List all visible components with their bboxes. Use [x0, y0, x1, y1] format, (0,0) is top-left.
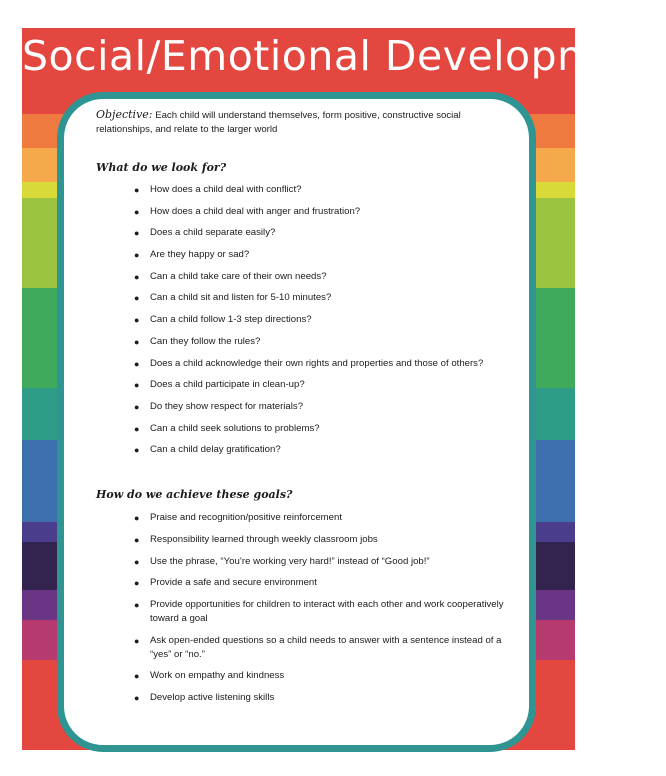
bullet-icon: ●	[134, 423, 140, 434]
list-item: ● Can a child delay gratification?	[134, 444, 281, 456]
bullet-icon: ●	[134, 185, 140, 195]
list-item: ● Work on empathy and kindness	[134, 670, 285, 682]
bullet-icon: ●	[134, 271, 140, 282]
list-item: ● Provide opportunities for children to interact with each other and work cooperatively toward a goal	[134, 599, 504, 624]
section-heading-look-for: What do we look for?	[96, 161, 227, 174]
section-heading-achieve-goals: How do we achieve these goals?	[96, 488, 293, 502]
list-item: ● Use the phrase, “You’re working very hard!” instead of “Good job!”	[134, 555, 430, 567]
list-item: ● Provide a safe and secure environment	[134, 577, 317, 589]
list-item: ● Do they show respect for materials?	[134, 400, 304, 412]
list-item: ● Can a child follow 1-3 step directions?	[134, 314, 312, 326]
bullet-icon: ●	[134, 513, 140, 524]
list-item: ● How does a child deal with conflict?	[134, 184, 302, 195]
bullet-icon: ●	[134, 315, 140, 326]
list-item: ● Are they happy or sad?	[134, 249, 250, 261]
list-item: ● Responsibility learned through weekly classroom jobs	[134, 533, 378, 545]
bullet-icon: ●	[134, 401, 140, 412]
bullet-icon: ●	[134, 600, 140, 610]
bullet-icon: ●	[134, 228, 140, 239]
bullet-icon: ●	[134, 206, 140, 217]
bullet-icon: ●	[134, 556, 140, 567]
list-item: ● Can they follow the rules?	[134, 335, 261, 347]
list-item: ● Does a child participate in clean-up?	[134, 379, 305, 391]
list-item: ● Develop active listening skills	[134, 692, 275, 704]
bullet-icon: ●	[134, 380, 140, 391]
objective-label: Objective:	[96, 108, 153, 121]
page-title: Social/Emotional Development	[22, 32, 666, 80]
bullet-icon: ●	[134, 336, 140, 347]
bullet-icon: ●	[134, 250, 140, 261]
bullet-icon: ●	[134, 635, 140, 646]
objective-text: Each child will understand themselves, form positive, constructive social relationships, and relate to the larger world	[96, 110, 461, 135]
list-item: ● How does a child deal with anger and frustration?	[134, 205, 361, 217]
achieve-goals-list	[96, 511, 506, 705]
list-item: ● Can a child sit and listen for 5-10 minutes?	[134, 292, 332, 304]
bullet-icon: ●	[134, 293, 140, 304]
look-for-list	[96, 183, 506, 457]
bullet-icon: ●	[134, 358, 140, 369]
bullet-icon: ●	[134, 534, 140, 545]
list-item: ● Praise and recognition/positive reinforcement	[134, 512, 342, 524]
list-item: ● Does a child separate easily?	[134, 227, 276, 239]
objective	[96, 108, 506, 137]
bullet-icon: ●	[134, 671, 140, 682]
card-content	[96, 108, 506, 705]
bullet-icon: ●	[134, 578, 140, 589]
bullet-icon: ●	[134, 693, 140, 704]
list-item: ● Ask open-ended questions so a child needs to answer with a sentence instead of a “yes” or “no.”	[134, 634, 502, 660]
list-item: ● Does a child acknowledge their own rights and properties and those of others?	[134, 357, 484, 369]
list-item: ● Can a child seek solutions to problems?	[134, 422, 320, 434]
list-item: ● Can a child take care of their own needs?	[134, 270, 327, 282]
bullet-icon: ●	[134, 445, 140, 456]
